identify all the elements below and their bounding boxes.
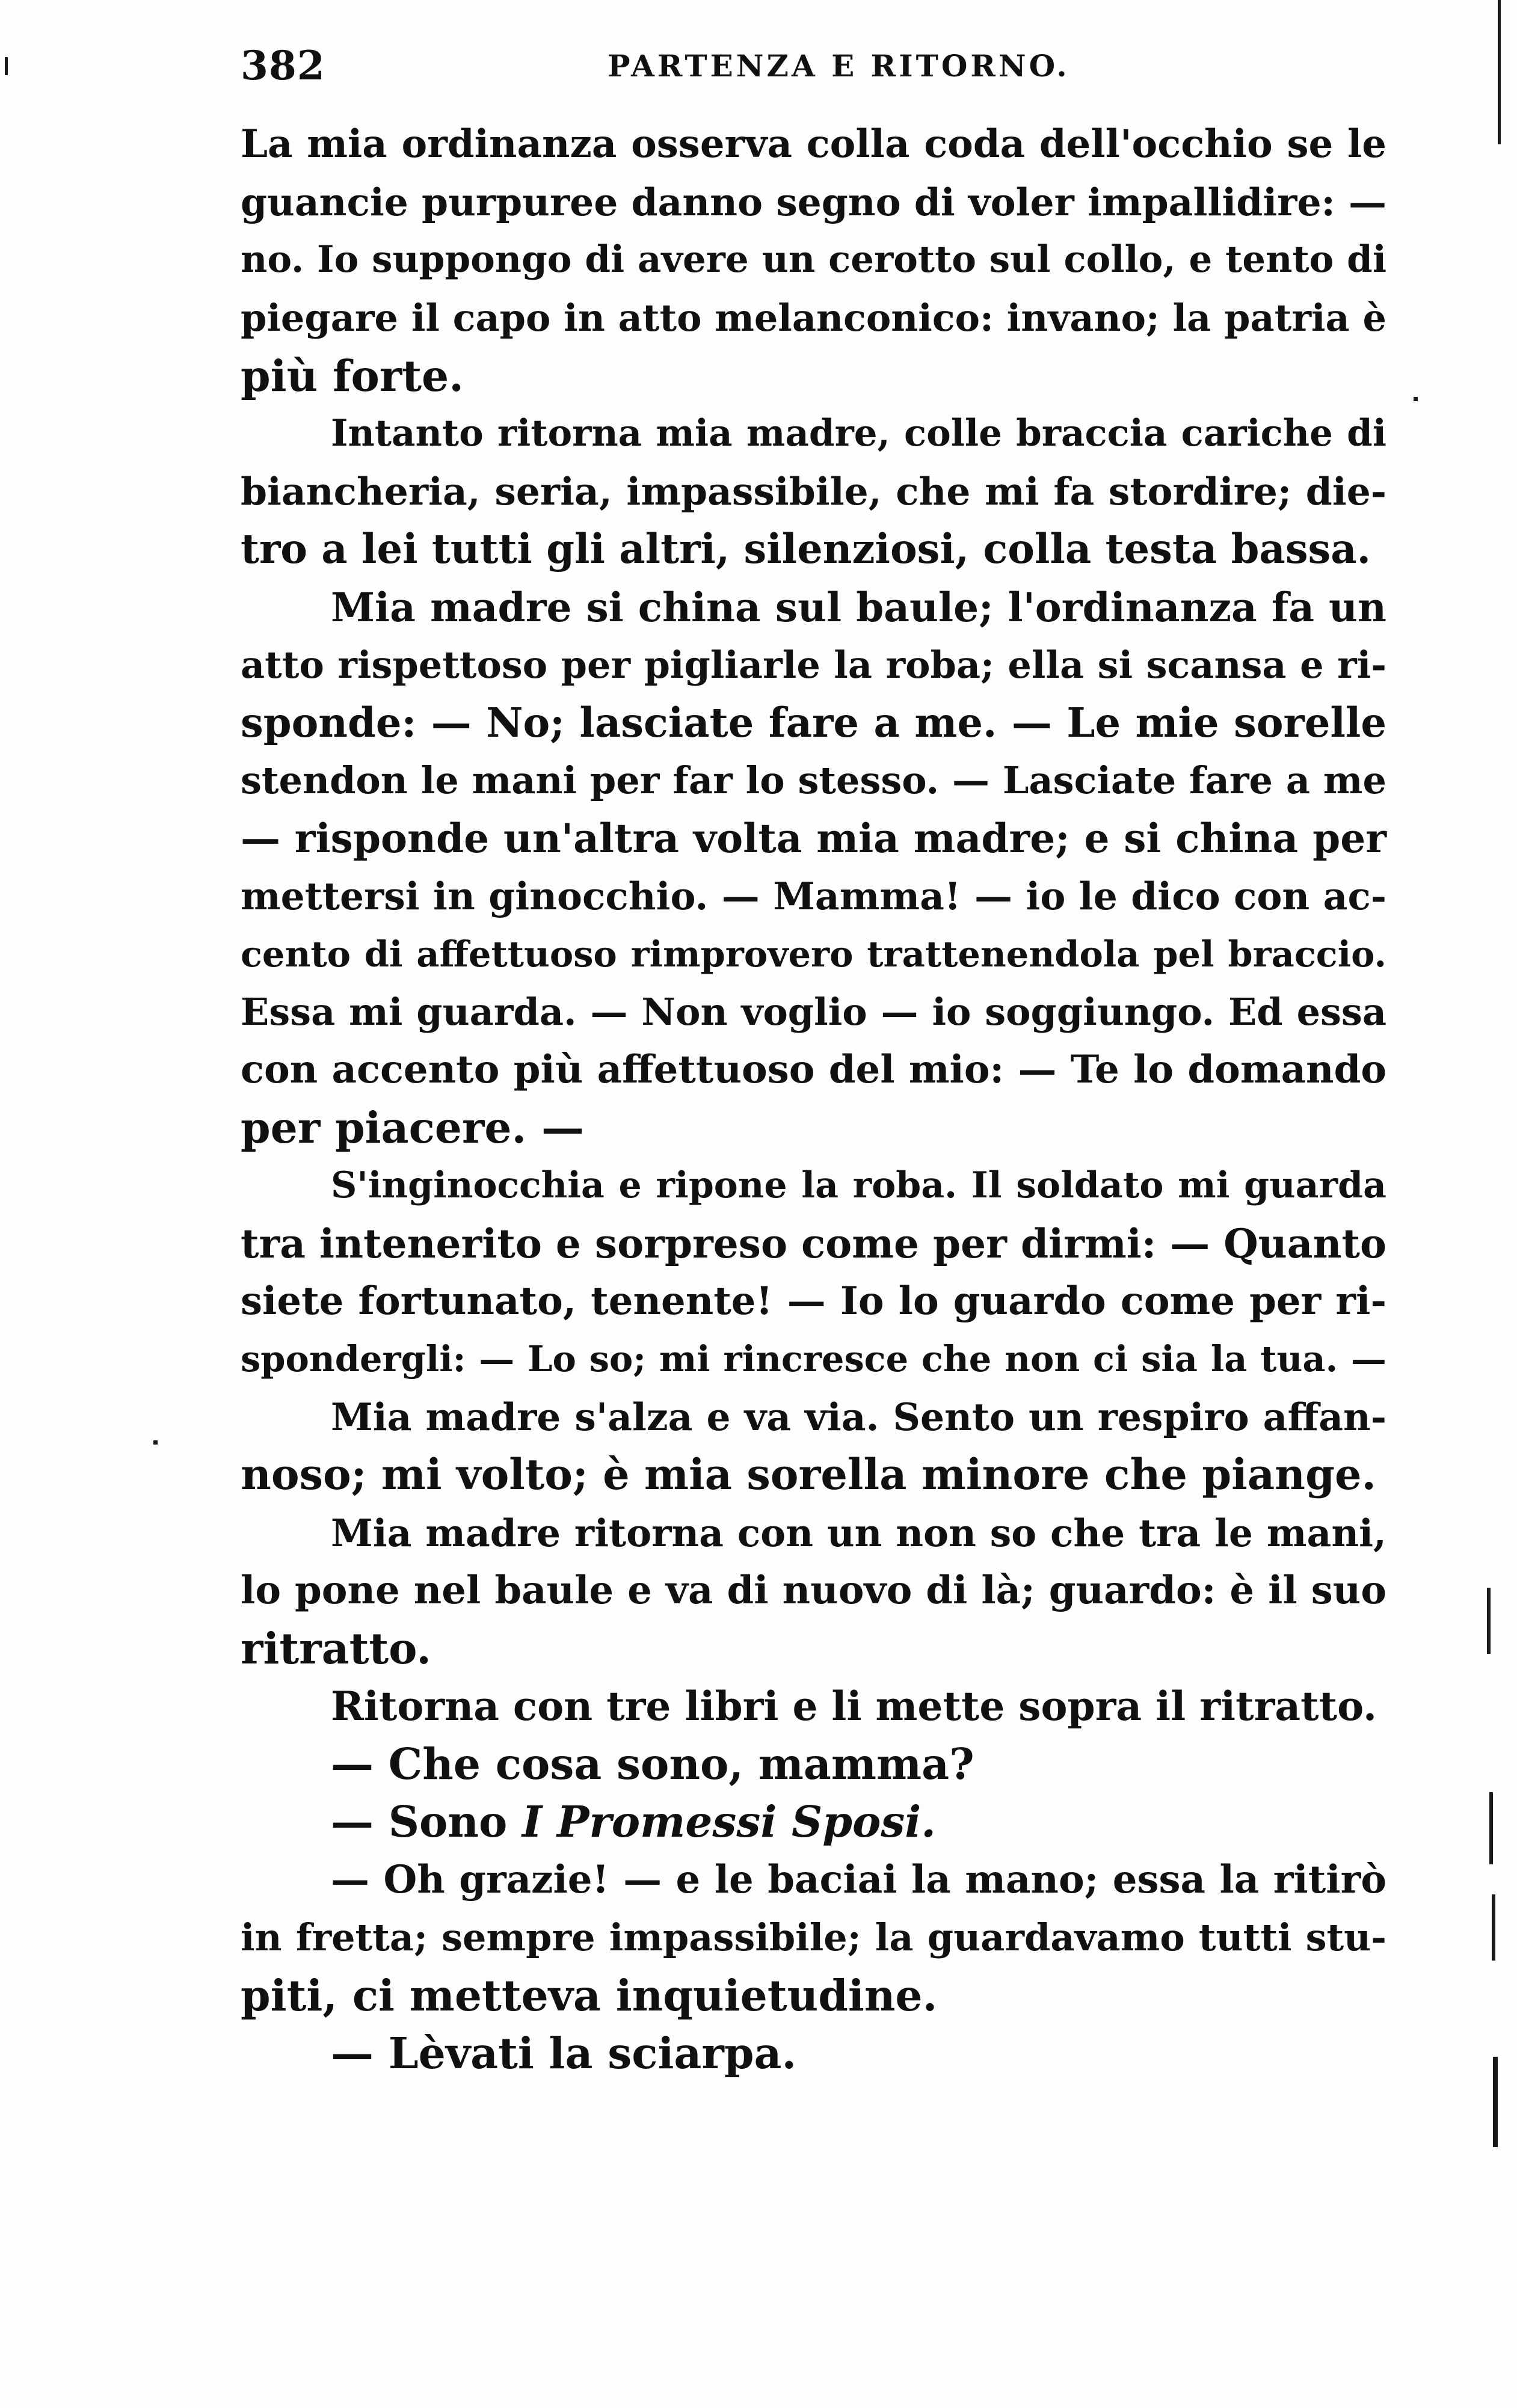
- text-line: — risponde un'altra volta mia madre; e si china per: [241, 815, 1386, 862]
- scan-artifact-right-line-3: [1492, 1894, 1495, 1961]
- body-text: [241, 115, 1386, 2082]
- text-line: — Oh grazie! — e le baciai la mano; essa la ritirò: [331, 1857, 1386, 1902]
- scan-artifact-dot-2: [153, 1440, 158, 1445]
- text-line: Intanto ritorna mia madre, colle braccia cariche di: [331, 411, 1386, 455]
- text-line: La mia ordinanza osserva colla coda dell'occhio se le: [241, 121, 1386, 167]
- scan-artifact-left-mark: [5, 57, 8, 75]
- text-line: atto rispettoso per pigliarle la roba; ella si scansa e ri-: [241, 642, 1386, 687]
- scan-artifact-right-line-4: [1493, 2057, 1498, 2147]
- text-line: piegare il capo in atto melanconico: invano; la patria è: [241, 295, 1386, 340]
- text-line: ritratto.: [241, 1623, 432, 1674]
- page-header: [241, 42, 1414, 90]
- text-line: stendon le mani per far lo stesso. — Lasciate fare a me: [241, 758, 1386, 803]
- text-line: noso; mi volto; è mia sorella minore che piange.: [241, 1449, 1376, 1500]
- text-line: Mia madre ritorna con un non so che tra le mani,: [331, 1510, 1386, 1555]
- text-line: più forte.: [241, 350, 464, 401]
- text-line: lo pone nel baule e va di nuovo di là; guardo: è il suo: [241, 1567, 1386, 1613]
- book-title: I Promessi Sposi.: [522, 1796, 936, 1847]
- text-line: guancie purpuree danno segno di voler impallidire: —: [241, 180, 1386, 225]
- page-number: 382: [241, 42, 325, 89]
- text-line: piti, ci metteva inquietudine.: [241, 1970, 938, 2021]
- text-line: spondergli: — Lo so; mi rincresce che non ci sia la tua. —: [241, 1338, 1386, 1380]
- text-line: siete fortunato, tenente! — Io lo guardo come per ri-: [241, 1278, 1386, 1324]
- text-line: — Lèvati la sciarpa.: [331, 2028, 797, 2079]
- text-line: in fretta; sempre impassibile; la guardavamo tutti stu-: [241, 1915, 1386, 1959]
- dialogue-text: — Sono: [331, 1796, 508, 1847]
- scan-artifact-dot-1: [1414, 397, 1418, 401]
- scan-artifact-right-line-1: [1487, 1588, 1491, 1654]
- text-line: biancheria, seria, impassibile, che mi fa stordire; die-: [241, 469, 1386, 514]
- text-line: sponde: — No; lasciate fare a me. — Le mie sorelle: [241, 698, 1386, 746]
- running-head: PARTENZA E RITORNO.: [608, 48, 1070, 84]
- text-line: tra intenerito e sorpreso come per dirmi: — Quanto: [241, 1220, 1386, 1267]
- text-line: cento di affettuoso rimprovero trattenendola pel braccio.: [241, 933, 1386, 975]
- scan-artifact-right-edge: [1498, 0, 1501, 144]
- scan-artifact-right-line-2: [1489, 1792, 1493, 1864]
- text-line: mettersi in ginocchio. — Mamma! — io le dico con ac-: [241, 874, 1386, 919]
- text-line: con accento più affettuoso del mio: — Te lo domando: [241, 1047, 1386, 1092]
- text-line: S'inginocchia e ripone la roba. Il soldato mi guarda: [331, 1164, 1386, 1207]
- text-line: — Che cosa sono, mamma?: [331, 1739, 974, 1790]
- text-line: Mia madre s'alza e va via. Sento un respiro affan-: [331, 1395, 1386, 1440]
- text-line: tro a lei tutti gli altri, silenziosi, colla testa bassa.: [241, 525, 1371, 573]
- text-line: Essa mi guarda. — Non voglio — io soggiungo. Ed essa: [241, 989, 1386, 1034]
- text-line: per piacere. —: [241, 1102, 584, 1153]
- text-line: [241, 1793, 1386, 1851]
- text-line: no. Io suppongo di avere un cerotto sul collo, e tento di: [241, 238, 1386, 281]
- text-line: Ritorna con tre libri e li mette sopra il ritratto.: [331, 1683, 1377, 1730]
- text-line: Mia madre si china sul baule; l'ordinanza fa un: [331, 583, 1386, 631]
